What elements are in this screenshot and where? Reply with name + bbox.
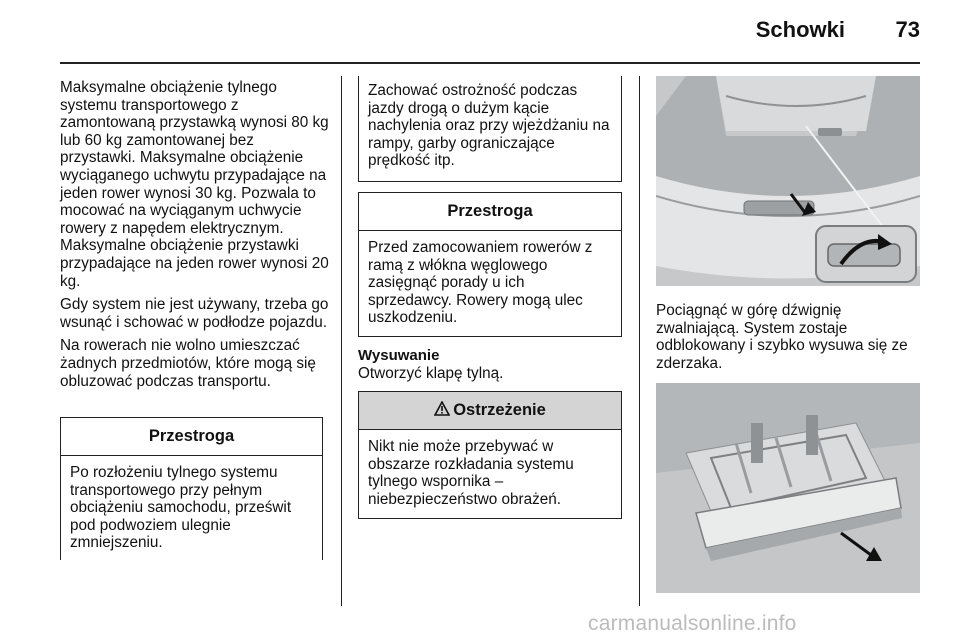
caution-box-2 [358, 192, 622, 337]
continued-caution-text: Zachować ostrożność podczas jazdy drogą o dużym kącie nachylenia oraz przy wjeżdżaniu na rampy, garby ograniczające prędkość itp. [368, 82, 610, 170]
warning-text: Nikt nie może przebywać w obszarze rozkładania systemu tylnego wspornika – niebezpieczeństwo obrażeń. [368, 438, 574, 508]
header-rule [60, 62, 920, 64]
caution-box-1 [60, 417, 323, 560]
column-1-text [60, 79, 330, 396]
release-lever-illustration [656, 76, 920, 286]
warning-box [358, 391, 622, 519]
paragraph: Na rowerach nie wolno umieszczać żadnych przedmiotów, które mogą się obluzować podczas transportu. [60, 337, 316, 390]
caution-title: Przestroga [61, 418, 322, 456]
column-divider-1 [341, 76, 342, 606]
paragraph: Gdy system nie jest używany, trzeba go wsunąć i schować w podłodze pojazdu. [60, 296, 329, 331]
caution-text: Po rozłożeniu tylnego systemu transportowego przy pełnym obciążeniu samochodu, prześwit pod podwoziem ulegnie zmniejszeniu. [70, 464, 292, 552]
extended-carrier-illustration [656, 383, 920, 593]
caution-title: Przestroga [359, 193, 621, 231]
watermark: carmanualsonline.info [588, 612, 797, 635]
continued-caution-box [358, 76, 622, 182]
section-heading: Wysuwanie [358, 347, 440, 364]
paragraph: Maksymalne obciążenie tylnego systemu transportowego z zamontowaną przystawką wynosi 80 kg lub 60 kg zamontowanej bez przystawki. Maksymalne obciążenie wyciąganego uchwytu przypadające na jeden rower wynosi 30 kg. Pozwala to mocować na wyciąganym uchwycie rowery z napędem elektrycznym. Maksymalne obciążenie przystawki przypadające na jeden rower wynosi 20 kg. [60, 79, 329, 290]
column-divider-2 [639, 76, 640, 606]
caution-text: Przed zamocowaniem rowerów z ramą z włókna węglowego zasięgnąć porady u ich sprzedawcy. Rowery mogą ulec uszkodzeniu. [368, 239, 593, 327]
warning-header [359, 392, 621, 430]
page-number: 73 [895, 17, 920, 42]
caption: Pociągnąć w górę dźwignię zwalniającą. System zostaje odblokowany i szybko wysuwa się ze zderzaka. [656, 302, 908, 372]
section-block [358, 347, 628, 382]
section-text: Otworzyć klapę tylną. [358, 364, 504, 382]
warning-triangle-icon [434, 401, 450, 421]
page-title: Schowki [755, 17, 845, 42]
warning-title: Ostrzeżenie [453, 401, 546, 419]
